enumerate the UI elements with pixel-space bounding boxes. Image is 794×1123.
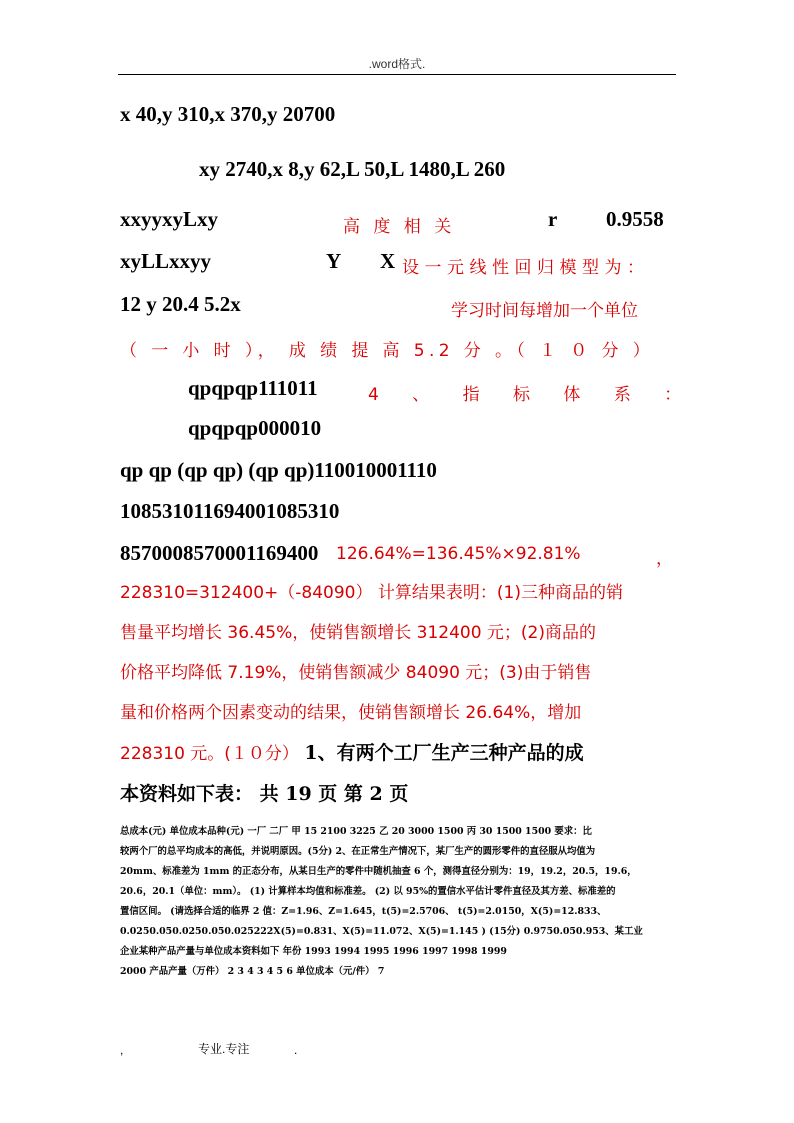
r-symbol: r	[548, 207, 558, 231]
page-header: .word格式.	[368, 57, 426, 71]
r-value: 0.9558	[606, 207, 664, 231]
symbol-y: Y	[326, 249, 342, 273]
exercise-line: 企业某种产品产量与单位成本资料如下 年份 1993 1994 1995 1996 1997 1998 1999	[120, 946, 507, 957]
formula-line-10: 108531011694001085310	[120, 499, 340, 523]
footer-left-mark: ,	[120, 1043, 124, 1057]
analysis-line-1: 228310=312400+（-84090） 计算结果表明：(1)三种商品的销	[120, 583, 623, 603]
page-count-line: 本资料如下表： 共 19 页 第 2 页	[120, 783, 409, 805]
formula-line-4: xyLLxxyy	[120, 249, 212, 273]
exercise-line: 0.0250.050.0250.050.025222X(5)=0.831、X(5)=11.072、X(5)=1.145 ) (15分) 0.9750.050.953、某工业	[120, 926, 643, 937]
exercise-line: 20.6，20.1（单位：mm）。 (1) 计算样本均值和标准差。 (2) 以 95%的置信水平估计零件直径及其方差、标准差的	[120, 886, 616, 897]
symbol-x: X	[380, 249, 396, 273]
comma: ，	[656, 549, 673, 569]
analysis-line-4: 量和价格两个因素变动的结果，使销售额增长 26.64%，增加	[120, 703, 582, 723]
formula-line-11: 8570008570001169400	[120, 541, 319, 565]
regression-model-text: 设一元线性回归模型为：	[402, 258, 650, 278]
question-1-heading: 1、有两个工厂生产三种产品的成	[304, 742, 584, 764]
exercise-line: 20mm、标准差为 1mm 的正态分布，从某日生产的零件中随机抽查 6 个，测得直径分别为：19，19.2，20.5，19.6，	[120, 866, 637, 877]
footer-text: 专业.专注	[198, 1042, 250, 1056]
exercise-line: 置信区间。 (请选择合适的临界 2 值：Z=1.96、Z=1.645，t(5)=2.5706、 t(5)=2.0150，X(5)=12.833、	[120, 906, 607, 917]
formula-line-7: qpqpqp111011	[188, 376, 318, 400]
header-rule	[118, 74, 676, 75]
regression-equation: 12 y 20.4 5.2x	[120, 292, 241, 316]
formula-line-1: x 40,y 310,x 370,y 20700	[120, 102, 336, 126]
analysis-conclusion: 228310 元。(１０分）	[120, 744, 299, 764]
analysis-line-5	[120, 733, 676, 774]
study-time-text: 学习时间每增加一个单位	[451, 301, 638, 321]
index-system-heading: 4 、 指 标 体 系 ：	[368, 385, 696, 405]
analysis-paragraph	[120, 573, 676, 814]
formula-line-8: qpqpqp000010	[188, 416, 322, 440]
index-relation: 126.64%=136.45%×92.81%	[336, 544, 581, 564]
formula-line-2: xy 2740,x 8,y 62,L 50,L 1480,L 260	[199, 157, 506, 181]
exercise-text-block	[120, 822, 680, 982]
analysis-line-3: 价格平均降低 7.19%，使销售额减少 84090 元；(3)由于销售	[120, 663, 592, 683]
analysis-line-2: 售量平均增长 36.45%，使销售额增长 312400 元；(2)商品的	[120, 623, 597, 643]
exercise-line: 较两个厂的总平均成本的高低，并说明原因。(5分) 2、在正常生产情况下，某厂生产的圆形零件的直径服从均值为	[120, 846, 596, 857]
formula-line-3: xxyyxyLxy	[120, 207, 219, 231]
footer-right-mark: .	[294, 1043, 298, 1057]
high-correlation-text: 高 度 相 关	[343, 217, 456, 237]
exercise-line: 总成本(元) 单位成本品种(元) 一厂 二厂 甲 15 2100 3225 乙 20 3000 1500 丙 30 1500 1500 要求：比	[120, 826, 592, 837]
score-increase-text: （ 一 小 时 ）， 成 绩 提 高 5.2 分 。（ １ ０ 分 ）	[120, 341, 655, 361]
exercise-line: 2000 产品产量（万件） 2 3 4 3 4 5 6 单位成本（元/件） 7	[120, 966, 385, 977]
formula-line-9: qp qp (qp qp) (qp qp)110010001110	[120, 458, 437, 482]
